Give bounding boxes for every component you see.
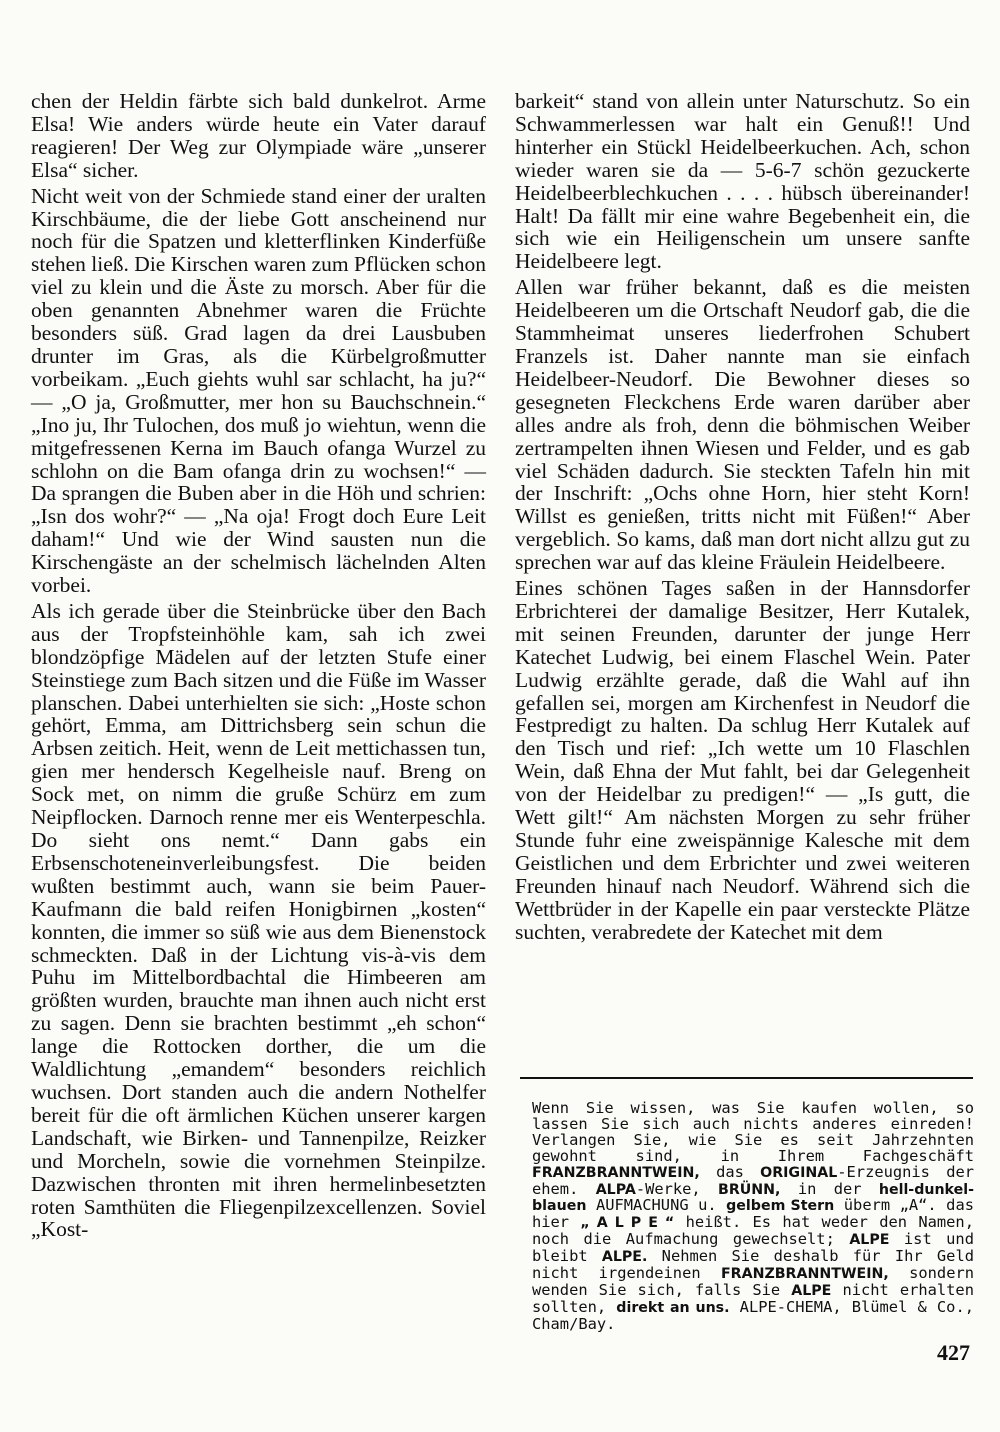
page-number: 427 [937,1340,970,1365]
right-column [515,90,970,947]
left-column [31,90,486,1244]
paragraph: Allen war früher bekannt, daß es die meisten Heidelbeeren um die Ortschaft Neudorf gab, die die Stammheimat unseres liederfrohen Schubert Franzels ist. Daher nannte man sie einfach Heidelbeer-Neudorf. Die Bewohner dieses so gesegneten Fleckchens Erde waren darüber aber alles andre als froh, denn die böhmischen Weiber zertrampelten ihnen Wiesen und Felder, und es gab viel Schäden dadurch. Sie steckten Tafeln hin mit der Inschrift: „Ochs ohne Horn, hier steht Korn! Willst es genießen, tritts nicht mit Füßen!“ Aber vergeblich. So kams, daß man dort nicht allzu gut zu sprechen war auf das kleine Fräulein Heidelbeere. [515,275,970,575]
paragraph: barkeit“ stand von allein unter Naturschutz. So ein Schwammerlessen war halt ein Genuß!! Und hinterher ein Stückl Heidelbeerkuchen. Ach, schon wieder waren sie da — 5-6-7 schön gezuckerte Heidelbeerblechkuchen . . . . hübsch übereinander! Halt! Da fällt mir eine wahre Begebenheit ein, die sich wie ein Heiligenschein um unsere sanfte Heidelbeere legt. [515,89,970,274]
advertisement-box [532,1101,974,1333]
advertisement-text: Wenn Sie wissen, was Sie kaufen wollen, so lassen Sie sich auch nichts anderes einreden! Verlangen Sie, wie Sie es seit Jahrzehnten gewohnt sind, in Ihrem Fachgeschäft FRANZBRANNTWEIN, das ORIGINAL-Erzeugnis der ehem. ALPA-Werke, BRÜNN, in der hell-dunkel-blauen AUFMACHUNG u. gelbem Stern überm „A“. das hier „ A L P E “ heißt. Es hat weder den Namen, noch die Aufmachung gewechselt; ALPE ist und bleibt ALPE. Nehmen Sie deshalb für Ihr Geld nicht irgendeinen FRANZBRANNTWEIN, sondern wenden Sie sich, falls Sie ALPE nicht erhalten sollten, direkt an uns. ALPE-CHEMA, Blümel & Co., Cham/Bay. [532,1099,974,1333]
divider-rule [520,1077,973,1079]
paragraph: Nicht weit von der Schmiede stand einer der uralten Kirschbäume, die der liebe Gott anscheinend nur noch für die Spatzen und kletterflinken Kinderfüße stehen ließ. Die Kirschen waren zum Pflücken schon viel zu klein und die Äste zu morsch. Aber für die oben genannten Abnehmer waren die Früchte besonders süß. Grad lagen da drei Lausbuben drunter im Gras, als die Kürbelgroßmutter vorbeikam. „Euch giehts wuhl sar schlacht, ha ju?“ — „O ja, Großmutter, mer hon su Bauchschnein.“ „Ino ju, Ihr Tulochen, dos muß jo wiehtun, wenn die mitgefressenen Kerna im Bauch ofanga Wurzel zu schlohn on die Bam ofanga drin zu wochsen!“ — Da sprangen die Buben aber in die Höh und schrien: „Isn dos wohr?“ — „Na oja! Frogt doch Eure Leit daham!“ Und wie der Wind sausten nun die Kirschengäste an der schelmisch lächelnden Alten vorbei. [31,183,486,598]
paragraph: Eines schönen Tages saßen in der Hannsdorfer Erbrichterei der damalige Besitzer, Herr Kutalek, mit seinen Freunden, darunter der junge Herr Katechet Ludwig, bei einem Flaschel Wein. Pater Ludwig erzählte gerade, daß die Wahl auf ihn gefallen sei, morgen am Kirchenfest in Neudorf die Festpredigt zu halten. Da schlug Herr Kutalek auf den Tisch und rief: „Ich wette um 10 Flaschlen Wein, daß Ehna der Mut fahlt, bei dar Gelegenheit von der Heidelbar zu predigen!“ — „Is gutt, die Wett gilt!“ Am nächsten Morgen zu sehr früher Stunde fuhr eine zweispännige Kalesche mit dem Geistlichen und dem Erbrichter und zwei weiteren Freunden hinauf nach Neudorf. Während sich die Wettbrüder in der Kapelle ein paar versteckte Plätze suchten, verabredete der Katechet mit dem [515,576,970,944]
paragraph: Als ich gerade über die Steinbrücke über den Bach aus der Tropfsteinhöhle kam, sah ich zwei blondzöpfige Mädelen auf der letzten Stufe einer Steinstiege zum Bach sitzen und die Füße im Wasser planschen. Dabei unterhielten sie sich: „Hoste schon gehört, Emma, am Dittrichsberg sein schun die Arbsen zeitich. Heit, wenn de Leit mettichassen tun, gien mer hendersch Kegelheisle nauf. Breng on Sock met, on nimm die gruße Schürz em zum Neipflocken. Darnoch renne mer eis Wenterpeschla. Do sieht ons nemt.“ Dann gabs ein Erbsenschoteneinverleibungsfest. Die beiden wußten bestimmt auch, wann sie beim Pauer-Kaufmann die bald reifen Honigbirnen „kosten“ konnten, die immer so süß wie aus dem Bienenstock schmeckten. Daß in der Lichtung vis-à-vis dem Puhu im Mittelbordbachtal die Himbeeren am größten wurden, brauchte man ihnen auch nicht erst zu sagen. Denn sie brachten bestimmt „eh schon“ lange die Rottocken dorther, die um die Waldlichtung „emandem“ besonders reichlich wuchsen. Dort standen auch die andern Nothelfer bereit für die oft ärmlichen Küchen unserer kargen Landschaft, wie Birken- und Tannenpilze, Reizker und Morcheln, sowie die vornehmen Steinpilze. Dazwischen thronten mit ihren hermelinbesetzten roten Samthüten die Fliegenpilzexcellenzen. Soviel „Kost- [31,598,486,1242]
paragraph: chen der Heldin färbte sich bald dunkelrot. Arme Elsa! Wie anders würde heute ein Vater darauf reagieren! Der Weg zur Olympiade wäre „unserer Elsa“ sicher. [31,89,486,182]
